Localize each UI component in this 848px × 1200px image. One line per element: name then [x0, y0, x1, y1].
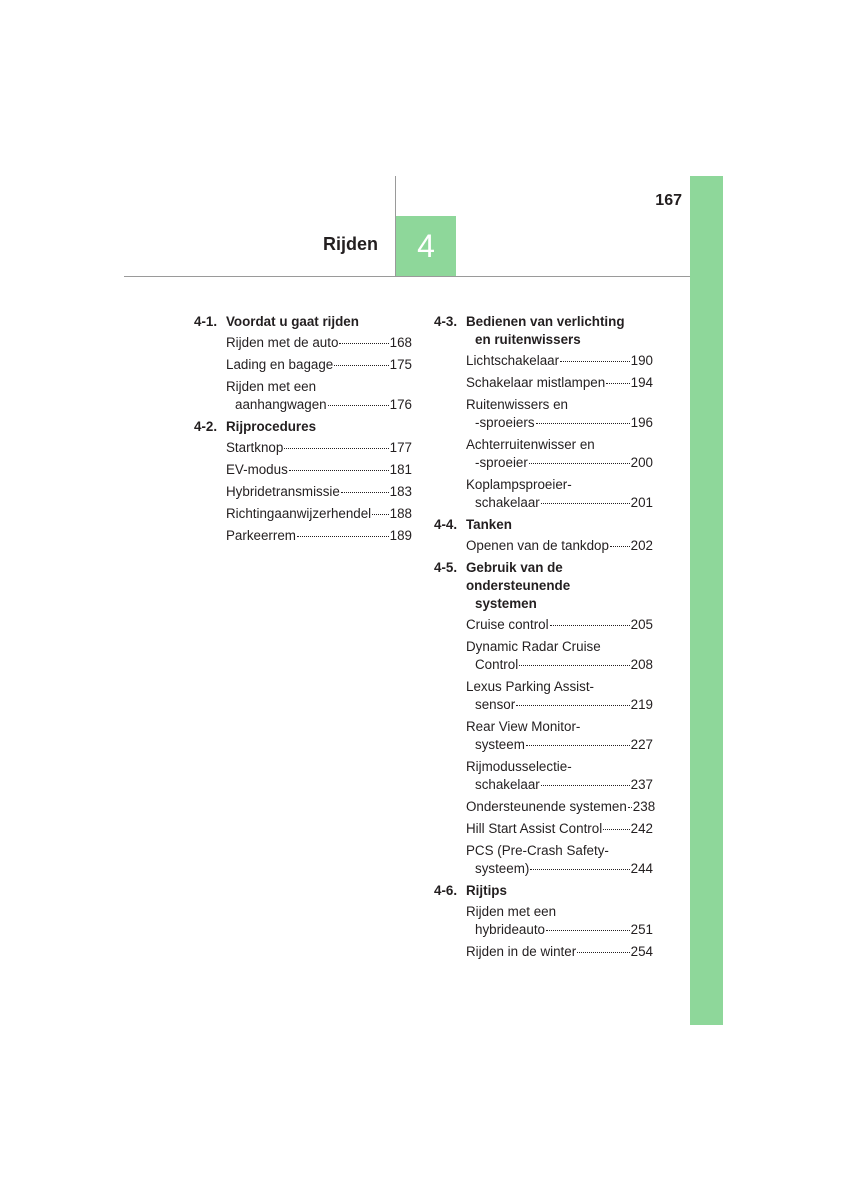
toc-entry-row [466, 414, 653, 432]
dot-leader [550, 625, 630, 626]
toc-page-number: 237 [630, 777, 653, 792]
toc-entry-row [226, 527, 412, 545]
chapter-side-tab [690, 176, 723, 1025]
section-number: 4-6. [434, 883, 458, 898]
dot-leader [284, 448, 388, 449]
toc-entry-row [466, 616, 653, 634]
toc-page-number: 238 [632, 799, 656, 814]
dot-leader [530, 869, 629, 870]
toc-entry-line: PCS (Pre-Crash Safety- [466, 843, 609, 858]
dot-leader [526, 745, 630, 746]
toc-entry-row [226, 461, 412, 479]
toc-page-number: 244 [630, 861, 653, 876]
toc-entry-title: sensor [475, 697, 516, 712]
toc-page-number: 168 [389, 335, 412, 350]
section-number: 4-4. [434, 517, 458, 532]
header-horizontal-rule [124, 276, 690, 277]
toc-section [434, 882, 653, 961]
section-heading [434, 882, 653, 900]
toc-page-number: 202 [630, 538, 653, 553]
toc-page-number: 219 [630, 697, 653, 712]
toc-page-number: 242 [630, 821, 653, 836]
toc-entry-title: Richtingaanwijzerhendel [226, 506, 372, 521]
chapter-number-box [396, 216, 456, 276]
toc-entry-title: Hybridetransmissie [226, 484, 340, 499]
dot-leader [541, 503, 630, 504]
toc-entry[interactable] [434, 396, 653, 432]
toc-entry-title: hybrideauto [475, 922, 545, 937]
toc-entry-title: Rijden in de winter [466, 944, 577, 959]
toc-entry-row [466, 776, 653, 794]
page-number: 167 [655, 192, 682, 209]
toc-entry-row [466, 943, 653, 961]
toc-page-number: 188 [389, 506, 412, 521]
section-title: Tanken [466, 517, 512, 532]
toc-entry-title: Hill Start Assist Control [466, 821, 603, 836]
toc-page-number: 190 [630, 353, 653, 368]
toc-page-number: 183 [389, 484, 412, 499]
toc-entry-row [466, 860, 653, 878]
toc-page-number: 176 [389, 397, 412, 412]
dot-leader [516, 705, 629, 706]
dot-leader [339, 343, 388, 344]
section-title: Rijprocedures [226, 419, 317, 434]
toc-entry[interactable] [434, 820, 653, 838]
dot-leader [328, 405, 389, 406]
dot-leader [628, 807, 632, 808]
toc-entry-line: Rijden met een [226, 379, 317, 394]
section-title: Voordat u gaat rijden [226, 314, 359, 329]
toc-section [194, 313, 412, 414]
toc-entry-row [466, 537, 653, 555]
dot-leader [297, 536, 389, 537]
toc-entry-title: schakelaar [475, 777, 540, 792]
toc-entry-line: Rear View Monitor- [466, 719, 581, 734]
toc-entry[interactable] [194, 439, 412, 457]
dot-leader [372, 514, 389, 515]
toc-page-number: 200 [630, 455, 653, 470]
toc-entry-title: systeem) [475, 861, 530, 876]
toc-entry-title: systeem [475, 737, 525, 752]
toc-entry-row [466, 454, 653, 472]
section-title-block [466, 882, 653, 900]
dot-leader [341, 492, 389, 493]
toc-page-number: 254 [630, 944, 653, 959]
section-number: 4-2. [194, 419, 218, 434]
toc-page-number: 196 [630, 415, 653, 430]
section-title: Rijtips [466, 883, 507, 898]
chapter-title: Rijden [322, 234, 378, 254]
section-title-continued: en ruitenwissers [475, 332, 581, 347]
dot-leader [603, 829, 629, 830]
dot-leader [334, 365, 388, 366]
toc-entry[interactable] [434, 842, 653, 878]
dot-leader [546, 930, 630, 931]
toc-entry-title: Rijden met de auto [226, 335, 339, 350]
section-heading [434, 516, 653, 534]
toc-entry-row [226, 439, 412, 457]
dot-leader [606, 383, 629, 384]
toc-entry-line: Ruitenwissers en [466, 397, 568, 412]
toc-section [434, 313, 653, 512]
toc-section [194, 418, 412, 545]
toc-entry[interactable] [194, 527, 412, 545]
toc-entry[interactable] [194, 483, 412, 501]
toc-entry[interactable] [434, 476, 653, 512]
toc-entry-title: Lichtschakelaar [466, 353, 560, 368]
section-number: 4-3. [434, 314, 458, 329]
dot-leader [610, 546, 630, 547]
toc-page-number: 177 [389, 440, 412, 455]
section-heading [194, 313, 412, 331]
toc-entry-row [466, 798, 656, 816]
section-title-continued: systemen [475, 596, 537, 611]
section-title: Bedienen van verlichting [466, 314, 625, 329]
toc-page-number: 194 [630, 375, 653, 390]
toc-entry[interactable] [194, 505, 412, 523]
toc-entry-row [466, 921, 653, 939]
toc-entry[interactable] [434, 352, 653, 370]
toc-entry-line: Rijmodusselectie- [466, 759, 572, 774]
toc-right-column [434, 313, 656, 965]
toc-page-number: 189 [389, 528, 412, 543]
toc-entry-title: aanhangwagen [235, 397, 327, 412]
toc-entry[interactable] [194, 378, 412, 414]
toc-entry[interactable] [434, 537, 653, 555]
toc-entry-title: -sproeiers [475, 415, 535, 430]
toc-entry[interactable] [434, 638, 653, 674]
toc-entry[interactable] [434, 374, 653, 392]
section-title-block [226, 313, 412, 331]
toc-entry-title: schakelaar [475, 495, 540, 510]
toc-entry-row [466, 820, 653, 838]
toc-entry-title: -sproeier [475, 455, 528, 470]
toc-page-number: 175 [389, 357, 412, 372]
toc-entry[interactable] [434, 718, 653, 754]
toc-entry-row [466, 352, 653, 370]
toc-entry[interactable] [434, 903, 653, 939]
dot-leader [519, 665, 629, 666]
toc-entry-row [226, 396, 412, 414]
section-number: 4-1. [194, 314, 218, 329]
section-heading [434, 559, 653, 613]
dot-leader [541, 785, 630, 786]
toc-entry-title: Openen van de tankdop [466, 538, 609, 553]
dot-leader [536, 423, 630, 424]
toc-entry-line: Koplampsproeier- [466, 477, 572, 492]
section-heading [434, 313, 653, 349]
toc-entry-title: EV-modus [226, 462, 288, 477]
toc-entry-row [466, 696, 653, 714]
toc-entry-row [226, 483, 412, 501]
section-title-block [466, 516, 653, 534]
dot-leader [289, 470, 389, 471]
toc-entry[interactable] [434, 758, 653, 794]
toc-section [434, 559, 656, 878]
toc-entry-row [226, 334, 412, 352]
toc-entry-line: Rijden met een [466, 904, 557, 919]
section-title-block [466, 559, 653, 613]
toc-entry[interactable] [434, 616, 653, 634]
toc-section [434, 516, 653, 555]
chapter-number: 4 [417, 227, 435, 264]
toc-entry[interactable] [194, 356, 412, 374]
toc-page-number: 201 [630, 495, 653, 510]
toc-page-number: 208 [630, 657, 653, 672]
toc-entry-title: Schakelaar mistlampen [466, 375, 606, 390]
toc-entry-line: Dynamic Radar Cruise [466, 639, 601, 654]
section-title-block [466, 313, 653, 349]
section-title: Gebruik van de ondersteunende [466, 560, 571, 593]
toc-page-number: 181 [389, 462, 412, 477]
toc-entry-row [466, 494, 653, 512]
toc-entry-row [226, 505, 412, 523]
section-title-block [226, 418, 412, 436]
dot-leader [577, 952, 629, 953]
dot-leader [560, 361, 630, 362]
toc-page-number: 251 [630, 922, 653, 937]
toc-entry[interactable] [194, 334, 412, 352]
toc-page-number: 205 [630, 617, 653, 632]
toc-left-column [194, 313, 412, 549]
toc-entry-title: Control [475, 657, 519, 672]
toc-entry[interactable] [434, 798, 656, 816]
toc-entry[interactable] [434, 678, 653, 714]
toc-entry[interactable] [194, 461, 412, 479]
toc-entry-title: Parkeerrem [226, 528, 296, 543]
section-number: 4-5. [434, 560, 458, 575]
toc-entry-row [466, 656, 653, 674]
toc-entry-title: Cruise control [466, 617, 549, 632]
dot-leader [529, 463, 630, 464]
toc-entry[interactable] [434, 436, 653, 472]
toc-entry-row [226, 356, 412, 374]
toc-entry-line: Achterruitenwisser en [466, 437, 595, 452]
toc-entry[interactable] [434, 943, 653, 961]
section-heading [194, 418, 412, 436]
toc-entry-line: Lexus Parking Assist- [466, 679, 595, 694]
toc-entry-title: Startknop [226, 440, 284, 455]
toc-entry-row [466, 736, 653, 754]
toc-page-number: 227 [630, 737, 653, 752]
toc-entry-title: Lading en bagage [226, 357, 334, 372]
toc-entry-title: Ondersteunende systemen [466, 799, 627, 814]
toc-entry-row [466, 374, 653, 392]
